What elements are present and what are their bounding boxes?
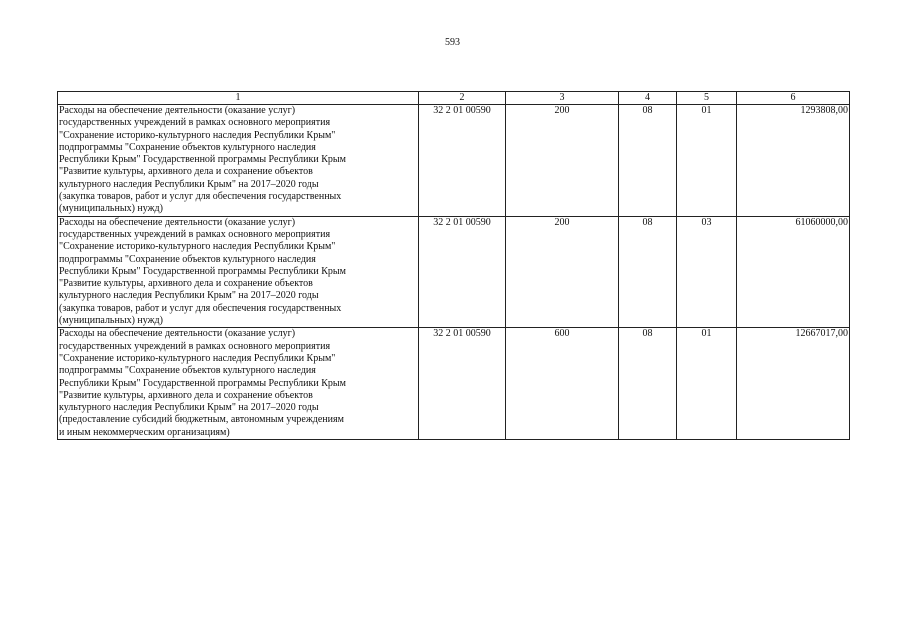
row-section: 08: [619, 216, 677, 328]
row-amount: 61060000,00: [737, 216, 850, 328]
column-header-1: 1: [58, 92, 419, 105]
row-expense-type: 600: [506, 328, 619, 440]
row-description: Расходы на обеспечение деятельности (оказание услуг) государственных учреждений в рамках основного мероприятия "Сохранение историко-культурного наследия Республики Крым" подпрограммы "Сохранение объектов культурного наследия Республики Крым" Государственной программы Республики Крым "Развитие культуры, архивного дела и сохранение объектов культурного наследия Республики Крым" на 2017–2020 годы (предоставление субсидий бюджетным, автономным учреждениям и иным некоммерческим организациям): [58, 328, 419, 440]
column-header-4: 4: [619, 92, 677, 105]
row-target-code: 32 2 01 00590: [419, 216, 506, 328]
row-subsection: 03: [677, 216, 737, 328]
column-header-5: 5: [677, 92, 737, 105]
column-header-2: 2: [419, 92, 506, 105]
column-header-3: 3: [506, 92, 619, 105]
row-section: 08: [619, 328, 677, 440]
row-subsection: 01: [677, 328, 737, 440]
table-row: [58, 216, 850, 328]
row-target-code: 32 2 01 00590: [419, 328, 506, 440]
column-header-6: 6: [737, 92, 850, 105]
row-description: Расходы на обеспечение деятельности (оказание услуг) государственных учреждений в рамках основного мероприятия "Сохранение историко-культурного наследия Республики Крым" подпрограммы "Сохранение объектов культурного наследия Республики Крым" Государственной программы Республики Крым "Развитие культуры, архивного дела и сохранение объектов культурного наследия Республики Крым" на 2017–2020 годы (закупка товаров, работ и услуг для обеспечения государственных (муниципальных) нужд): [58, 216, 419, 328]
row-section: 08: [619, 105, 677, 217]
budget-table: [57, 91, 850, 440]
row-expense-type: 200: [506, 216, 619, 328]
column-number-row: [58, 92, 850, 105]
row-amount: 1293808,00: [737, 105, 850, 217]
row-expense-type: 200: [506, 105, 619, 217]
row-target-code: 32 2 01 00590: [419, 105, 506, 217]
row-subsection: 01: [677, 105, 737, 217]
row-description: Расходы на обеспечение деятельности (оказание услуг) государственных учреждений в рамках основного мероприятия "Сохранение историко-культурного наследия Республики Крым" подпрограммы "Сохранение объектов культурного наследия Республики Крым" Государственной программы Республики Крым "Развитие культуры, архивного дела и сохранение объектов культурного наследия Республики Крым" на 2017–2020 годы (закупка товаров, работ и услуг для обеспечения государственных (муниципальных) нужд): [58, 105, 419, 217]
page-number: 593: [445, 37, 460, 48]
table-row: [58, 328, 850, 440]
table-row: [58, 105, 850, 217]
row-amount: 12667017,00: [737, 328, 850, 440]
